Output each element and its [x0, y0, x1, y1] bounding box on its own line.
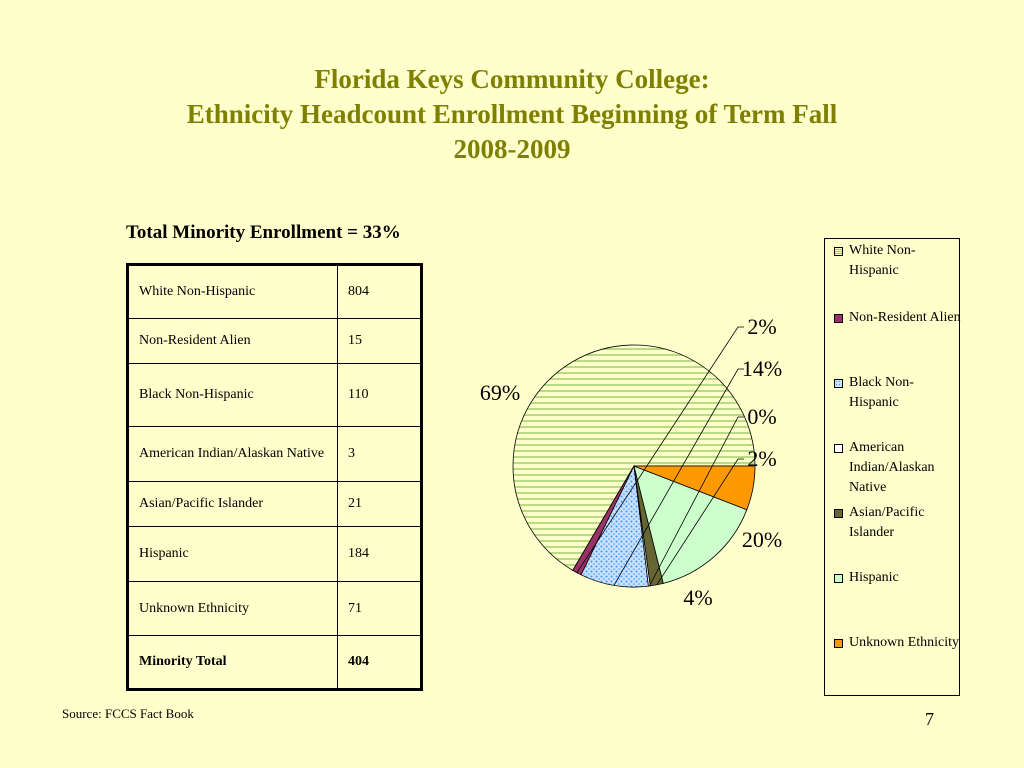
legend-swatch [834, 314, 843, 323]
legend-swatch [834, 509, 843, 518]
legend-label: Non-Resident Alien [849, 310, 961, 325]
table-row-total [128, 636, 422, 690]
legend-item-black-non-hispanic [831, 373, 961, 413]
pie-data-label: 14% [741, 356, 783, 381]
source-note: Source: FCCS Fact Book [62, 706, 194, 721]
table-row [128, 582, 422, 636]
legend-label: American Indian/Alaskan Native [849, 440, 935, 495]
pie-data-label: 2% [747, 446, 777, 471]
table-row [128, 265, 422, 319]
pie-data-label: 69% [479, 380, 521, 405]
pie-data-label: 4% [683, 585, 713, 610]
legend-label: Unknown Ethnicity [849, 635, 960, 650]
page-number: 7 [925, 709, 934, 729]
legend-swatch [834, 444, 843, 453]
title-line-2: Ethnicity Headcount Enrollment Beginning of Term Fall [186, 99, 838, 129]
enrollment-table [126, 263, 423, 691]
legend-label: White Non-Hispanic [849, 243, 916, 278]
table-cell-value: 71 [338, 582, 422, 636]
table-row [128, 482, 422, 527]
table-cell-label: Unknown Ethnicity [128, 582, 338, 636]
table-row [128, 427, 422, 482]
table-cell-label: White Non-Hispanic [128, 265, 338, 319]
pie-data-label: 2% [747, 314, 777, 339]
table-cell-value: 404 [338, 636, 422, 690]
table-cell-value: 804 [338, 265, 422, 319]
table-cell-label: Minority Total [128, 636, 338, 690]
slide-title [0, 62, 1024, 167]
chart-legend [824, 238, 960, 696]
legend-item-non-resident-alien [831, 308, 961, 328]
legend-item-unknown-ethnicity [831, 633, 961, 653]
table-cell-label: Asian/Pacific Islander [128, 482, 338, 527]
legend-item-asian-pacific-islander [831, 503, 961, 543]
legend-swatch [834, 639, 843, 648]
table-cell-label: Non-Resident Alien [128, 319, 338, 364]
legend-item-hispanic [831, 568, 961, 588]
table-cell-label: Hispanic [128, 527, 338, 582]
table-cell-value: 15 [338, 319, 422, 364]
table-cell-value: 184 [338, 527, 422, 582]
pie-data-label: 0% [747, 404, 777, 429]
legend-label: Asian/Pacific Islander [849, 505, 925, 540]
table-cell-label: American Indian/Alaskan Native [128, 427, 338, 482]
title-line-1: Florida Keys Community College: [314, 64, 710, 94]
ethnicity-pie-chart [440, 300, 820, 620]
minority-enrollment-subtitle: Total Minority Enrollment = 33% [126, 222, 401, 243]
legend-label: Hispanic [849, 570, 899, 585]
table-row [128, 319, 422, 364]
title-line-3: 2008-2009 [453, 134, 571, 164]
table-cell-value: 21 [338, 482, 422, 527]
legend-item-white-non-hispanic [831, 241, 961, 281]
table-row [128, 527, 422, 582]
legend-item-american-indian-alaskan-native [831, 438, 961, 498]
table-cell-value: 110 [338, 364, 422, 427]
table-row [128, 364, 422, 427]
legend-swatch [834, 574, 843, 583]
table-cell-label: Black Non-Hispanic [128, 364, 338, 427]
legend-swatch [834, 247, 843, 256]
pie-data-label: 20% [741, 527, 783, 552]
legend-swatch [834, 379, 843, 388]
table-cell-value: 3 [338, 427, 422, 482]
legend-label: Black Non-Hispanic [849, 375, 914, 410]
